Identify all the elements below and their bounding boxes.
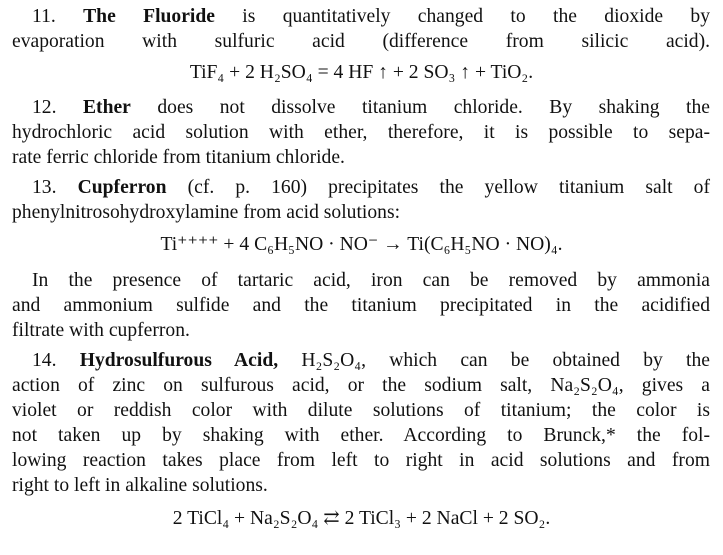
p14-text1: , which can be obtained by the xyxy=(361,350,710,371)
p13b-line2: and ammonium sulfide and the titanium precipitated in the acidified xyxy=(12,295,710,316)
p13-equation: Ti⁺⁺⁺⁺ + 4 C₆H₅NO · NO⁻ → Ti(C₆H₅NO · NO)₄. xyxy=(160,234,563,255)
p11-line1 xyxy=(32,5,710,29)
p13-text1: (cf. p. 160) precipitates the yellow titanium salt of xyxy=(166,177,710,198)
p14-term: Hydrosulfurous Acid, xyxy=(79,350,279,371)
p14-formula1: H₂S₂O₄ xyxy=(301,350,362,371)
p12-term: Ether xyxy=(82,97,131,118)
p11-line2: evaporation with sulfuric acid (difference from silicic acid). xyxy=(12,31,710,52)
p14-number: 14. xyxy=(32,350,57,371)
p14-text2a: action of zinc on sulfurous acid, or the sodium salt, xyxy=(12,375,533,396)
p14-line1 xyxy=(32,349,710,373)
p13-line2: phenylnitrosohydroxylamine from acid solutions: xyxy=(12,202,401,223)
p14-line6: right to left in alkaline solutions. xyxy=(12,475,268,496)
p13-number: 13. xyxy=(32,177,57,198)
p11-equation: TiF₄ + 2 H₂SO₄ = 4 HF ↑ + 2 SO₃ ↑ + TiO₂. xyxy=(189,62,534,83)
p12-line2: hydrochloric acid solution with ether, therefore, it is possible to sepa- xyxy=(12,122,710,143)
p14-equation: 2 TiCl₄ + Na₂S₂O₄ ⇄ 2 TiCl₃ + 2 NaCl + 2 SO₂. xyxy=(172,508,551,529)
p11-term: The Fluoride xyxy=(83,6,215,27)
p14-line5: lowing reaction takes place from left to right in acid solutions and from xyxy=(12,450,710,471)
p13b-line1: In the presence of tartaric acid, iron can be removed by ammonia xyxy=(32,270,710,291)
p14-line2 xyxy=(12,374,710,398)
p12-number: 12. xyxy=(32,97,57,118)
p14-line3: violet or reddish color with dilute solutions of titanium; the color is xyxy=(12,400,710,421)
p12-text1: does not dissolve titanium chloride. By shaking the xyxy=(130,97,710,118)
p12-line3: rate ferric chloride from titanium chloride. xyxy=(12,147,345,168)
p14-text2b: , gives a xyxy=(618,375,710,396)
p11-number: 11. xyxy=(32,6,56,27)
p13b-line3: filtrate with cupferron. xyxy=(12,320,190,341)
p14-formula2: Na₂S₂O₄ xyxy=(550,375,619,396)
p14-line4: not taken up by shaking with ether. According to Brunck,* the fol- xyxy=(12,425,710,446)
p13-line1 xyxy=(32,176,710,200)
p13-term: Cupferron xyxy=(77,177,167,198)
p11-text1: is quantitatively changed to the dioxide by xyxy=(214,6,710,27)
p12-line1 xyxy=(32,96,710,120)
